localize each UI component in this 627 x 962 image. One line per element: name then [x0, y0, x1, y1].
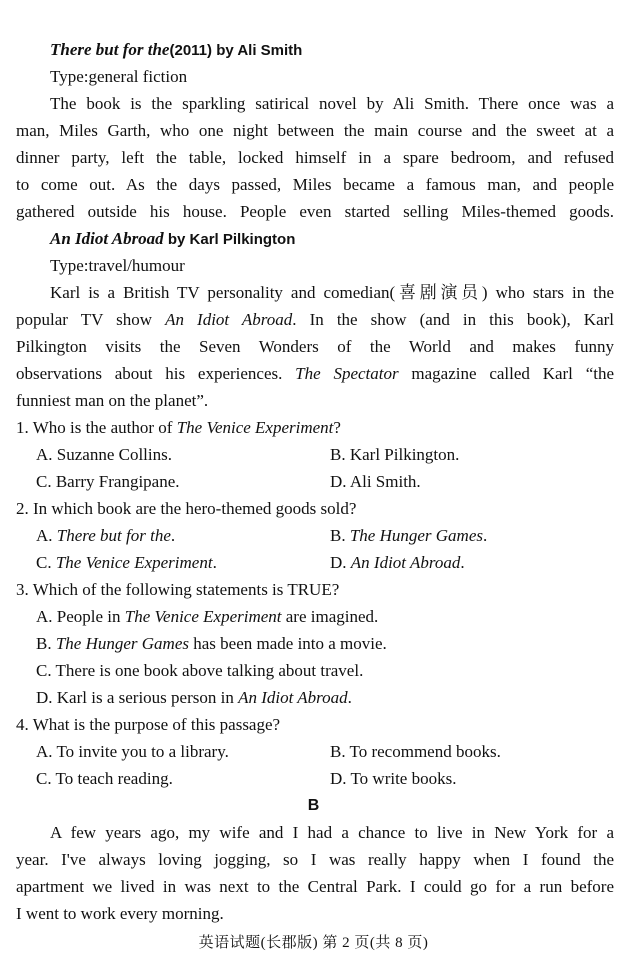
text-run: . [460, 553, 465, 572]
title-run: The Spectator [295, 364, 399, 383]
book1-author: by Ali Smith [212, 42, 303, 59]
section-b-line: A few years ago, my wife and I had a chance to live in New York for a [50, 823, 614, 842]
title-run: There but for the [56, 526, 171, 545]
book2-title: An Idiot Abroad [50, 229, 164, 248]
q1-option-a[interactable]: A. Suzanne Collins. [36, 445, 172, 464]
q4-options-row1 [0, 738, 627, 765]
book2-line [0, 360, 627, 387]
section-b-line: I went to work every morning. [16, 904, 224, 923]
text-run: popular TV show [16, 310, 166, 329]
title-run: The Hunger Games [55, 634, 189, 653]
q1-options-row2 [0, 468, 627, 495]
text-run: . [212, 553, 217, 572]
text-run: B. [36, 634, 56, 653]
q1-option-b[interactable]: B. Karl Pilkington. [330, 445, 460, 464]
q3-option-c[interactable]: C. There is one book above talking about travel. [36, 661, 364, 680]
text-run: B. [330, 526, 350, 545]
text-run: 1. Who is the author of [16, 418, 177, 437]
q4-option-d[interactable]: D. To write books. [330, 769, 457, 788]
q2-option-c[interactable] [36, 553, 217, 572]
q3-option-b[interactable] [0, 630, 627, 657]
text-run: ? [333, 418, 341, 437]
title-run: The Venice Experiment [124, 607, 282, 626]
title-run: The Hunger Games [349, 526, 483, 545]
title-run: The Venice Experiment [55, 553, 213, 572]
text-run: observations about his experiences. [16, 364, 296, 383]
title-run: An Idiot Abroad [350, 553, 461, 572]
title-run: An Idiot Abroad [238, 688, 348, 707]
book2-author: by Karl Pilkington [163, 231, 296, 248]
text-run: has been made into a movie. [189, 634, 387, 653]
book2-type: Type:travel/humour [50, 256, 185, 275]
section-b-label: B [307, 797, 320, 814]
q2-options-row1 [0, 522, 627, 549]
text-run: . [170, 526, 176, 545]
text-run: magazine called Karl “the [398, 364, 615, 383]
q2-options-row2 [0, 549, 627, 576]
book2-line: Pilkington visits the Seven Wonders of the World and makes funny [16, 337, 614, 356]
text-run: . In the show (and in this book), Karl [292, 310, 615, 329]
book1-line: to come out. As the days passed, Miles became a famous man, and people [16, 175, 614, 194]
book1-type: Type:general fiction [50, 67, 188, 86]
question-1 [0, 414, 627, 441]
q3-option-a[interactable] [0, 603, 627, 630]
title-run: The Venice Experiment [176, 418, 334, 437]
book1-line: man, Miles Garth, who one night between the main course and the sweet at a [16, 121, 614, 140]
q4-option-c[interactable]: C. To teach reading. [36, 769, 173, 788]
text-run: are imagined. [281, 607, 379, 626]
book1-line: The book is the sparkling satirical novel by Ali Smith. There once was a [50, 94, 614, 113]
text-run: . [347, 688, 352, 707]
book1-line: dinner party, left the table, locked himself in a spare bedroom, and refused [16, 148, 614, 167]
section-b-line: apartment we lived in was next to the Central Park. I could go for a run before [16, 877, 614, 896]
text-run: D. Karl is a serious person in [36, 688, 239, 707]
text-run: . [483, 526, 488, 545]
q3-option-d[interactable] [0, 684, 627, 711]
q1-options-row1 [0, 441, 627, 468]
book2-line [0, 306, 627, 333]
book1-line: gathered outside his house. People even started selling Miles-themed goods. [16, 202, 614, 221]
question-3: 3. Which of the following statements is TRUE? [16, 580, 340, 599]
q2-option-a[interactable] [36, 526, 175, 545]
section-b-line: year. I've always loving jogging, so I was really happy when I found the [16, 850, 614, 869]
question-4: 4. What is the purpose of this passage? [16, 715, 281, 734]
book2-heading [0, 225, 627, 252]
q2-option-d[interactable] [330, 549, 465, 576]
page-footer: 英语试题(长郡版) 第 2 页(共 8 页) [198, 935, 429, 951]
book1-year: (2011) [169, 42, 213, 59]
q4-options-row2 [0, 765, 627, 792]
text-run: C. [36, 553, 56, 572]
text-run: A. [36, 526, 57, 545]
q2-option-b[interactable] [330, 522, 487, 549]
title-run: An Idiot Abroad [165, 310, 293, 329]
question-2: 2. In which book are the hero-themed goods sold? [16, 499, 357, 518]
text-run: A. People in [36, 607, 125, 626]
text-run: D. [330, 553, 351, 572]
q4-option-b[interactable]: B. To recommend books. [330, 742, 501, 761]
q4-option-a[interactable]: A. To invite you to a library. [36, 742, 229, 761]
book1-heading [0, 36, 627, 63]
book1-title: There but for the [50, 40, 170, 59]
book2-line: Karl is a British TV personality and comedian(喜剧演员) who stars in the [50, 283, 614, 302]
q1-option-d[interactable]: D. Ali Smith. [330, 472, 421, 491]
book2-line: funniest man on the planet”. [16, 391, 209, 410]
q1-option-c[interactable]: C. Barry Frangipane. [36, 472, 180, 491]
